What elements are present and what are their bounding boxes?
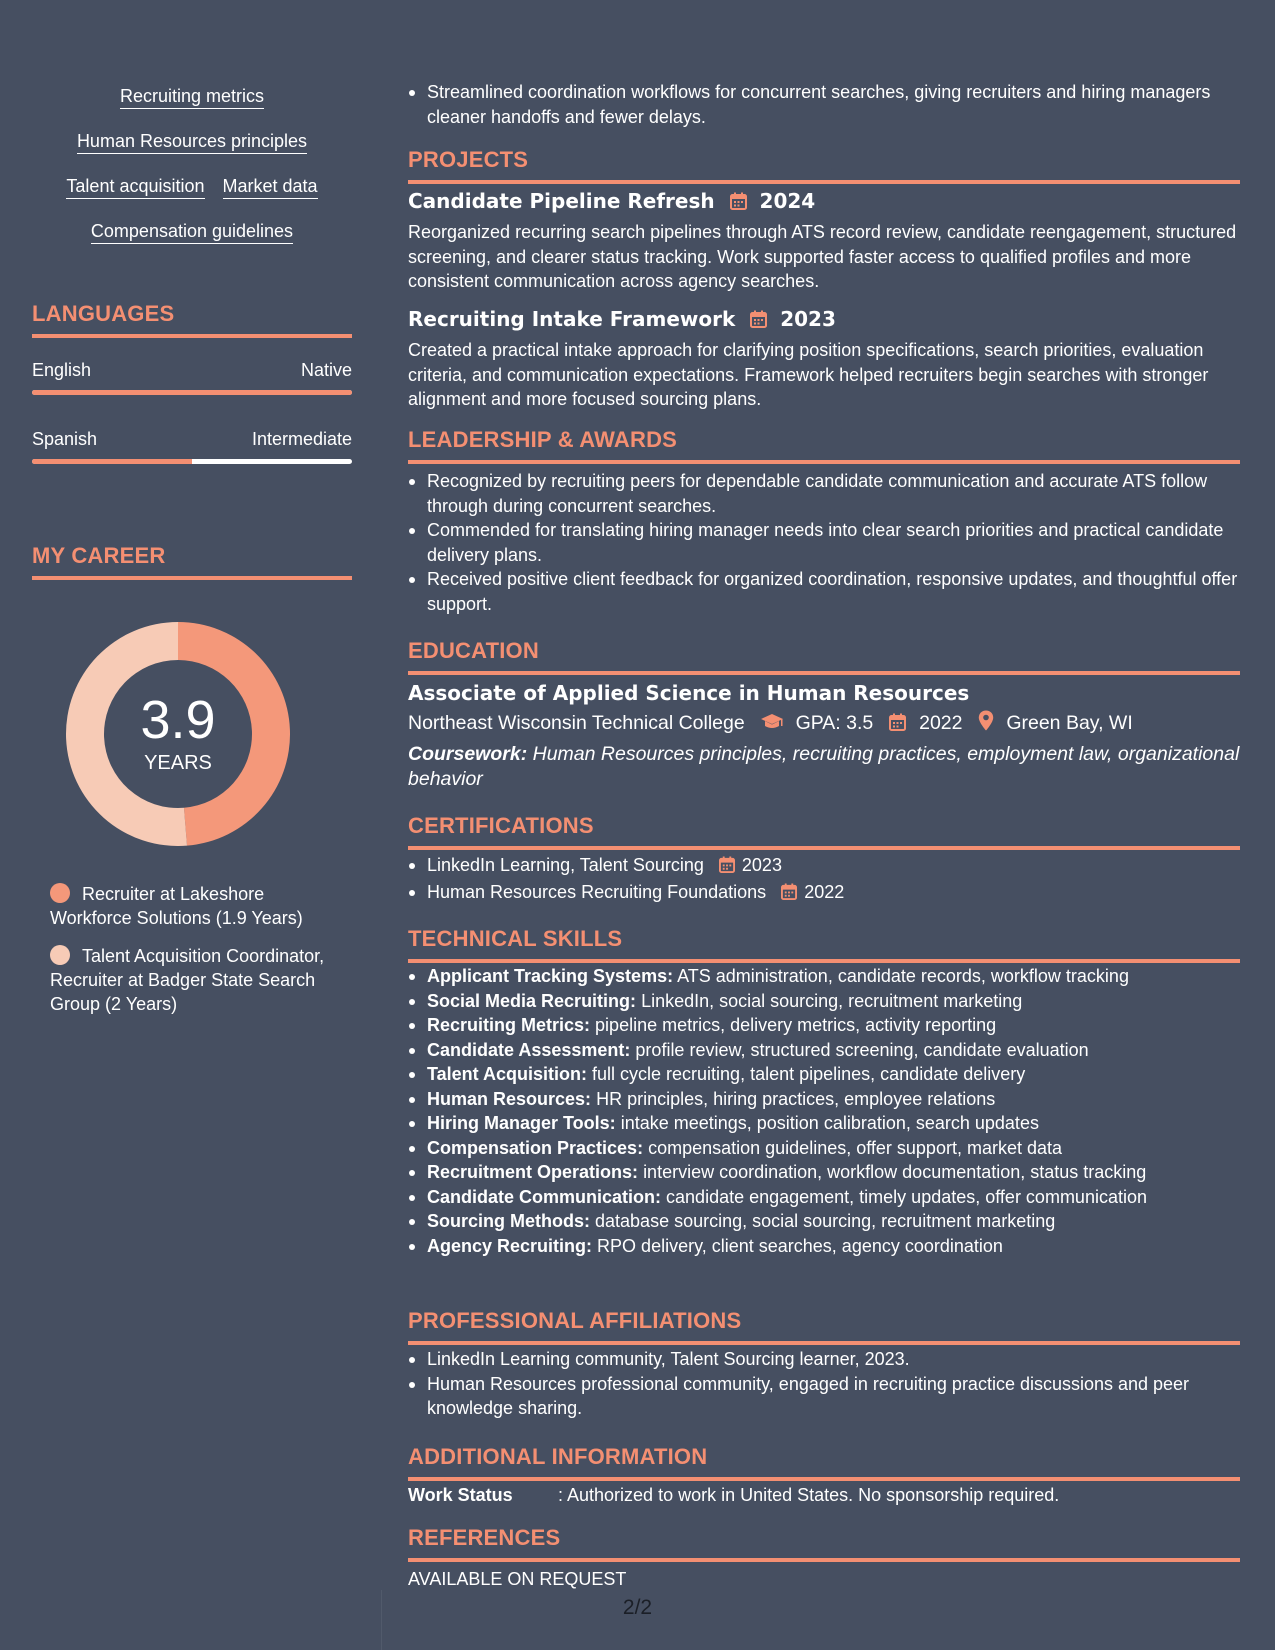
work-status-label: Work Status [408,1485,513,1505]
project-item [408,189,1240,294]
skill-values: full cycle recruiting, talent pipelines, candidate delivery [592,1064,1026,1084]
project-description: Reorganized recurring search pipelines through ATS record review, candidate reengagement, structured screening, and clearer status tracking. Work supported faster access to qualified profiles and more consistent communication across agency searches. [408,222,1237,291]
school-name: Northeast Wisconsin Technical College [408,712,745,734]
certifications-list [408,853,1240,906]
career-donut-chart [66,622,290,846]
career-legend-label: Recruiter at Lakeshore Workforce Solutions (1.9 Years) [50,884,303,928]
list-item [408,964,1240,989]
gpa: GPA: 3.5 [795,712,874,734]
skill-values: profile review, structured screening, candidate evaluation [635,1039,1089,1060]
skill-category: Social Media Recruiting: [427,990,637,1011]
list-item [408,1136,1240,1161]
skill-values: candidate engagement, timely updates, offer communication [666,1186,1147,1207]
list-item [408,1234,1240,1259]
career-legend-item [50,944,330,1016]
page-number: 2/2 [622,1596,653,1619]
affiliations-list [408,1347,1240,1421]
skill-category: Talent Acquisition: [427,1064,587,1084]
list-item: LinkedIn Learning community, Talent Sourcing learner, 2023. [408,1347,1240,1372]
list-item [408,880,1240,907]
skill-tag: Market data [223,176,318,199]
education-details [408,710,1240,738]
skill-values: intake meetings, position calibration, search updates [620,1113,1039,1133]
affiliations-heading: PROFESSIONAL AFFILIATIONS [408,1307,1240,1345]
skill-category: Hiring Manager Tools: [427,1113,616,1133]
skill-tags [32,86,352,266]
calendar-icon [889,712,906,738]
degree-title: Associate of Applied Science in Human Resources [408,681,970,705]
languages-heading: LANGUAGES [32,300,352,338]
list-item [408,853,1240,880]
coursework [408,742,1240,792]
coursework-label: Coursework: [408,743,528,765]
certification-year: 2022 [804,881,845,902]
list-item [408,1062,1240,1087]
language-spanish [32,428,352,464]
calendar-icon [719,855,735,880]
school-location: Green Bay, WI [1006,712,1133,734]
skill-category: Candidate Assessment: [427,1039,631,1060]
main-content [408,0,1240,1650]
skill-values: database sourcing, social sourcing, recruitment marketing [595,1211,1056,1231]
list-item [408,1013,1240,1038]
page-divider [381,1590,382,1650]
legend-dot-icon [50,883,70,903]
calendar-icon [781,882,797,907]
list-item [408,1160,1240,1185]
coursework-list: Human Resources principles, recruiting practices, employment law, organizational behavior [408,743,1240,790]
references-text: AVAILABLE ON REQUEST [408,1569,627,1589]
work-status-row [408,1483,1240,1507]
language-proficiency-bar [32,390,352,395]
list-item: Streamlined coordination workflows for concurrent searches, giving recruiters and hiring managers cleaner handoffs and fewer delays. [408,80,1240,129]
skill-values: pipeline metrics, delivery metrics, activity reporting [595,1015,997,1035]
skill-values: interview coordination, workflow documentation, status tracking [643,1162,1147,1182]
career-total-years: 3.9 [140,690,216,750]
sidebar [32,0,352,1650]
education-entry [408,681,1240,792]
list-item [408,1209,1240,1234]
skill-values: HR principles, hiring practices, employee relations [596,1088,996,1109]
experience-bullets [408,80,1240,129]
list-item [408,1185,1240,1210]
calendar-icon [750,309,767,333]
language-proficiency-fill [32,459,192,464]
project-description: Created a practical intake approach for clarifying position specifications, search priorities, evaluation criteria, and communication expectations. Framework helped recruiters begin searches with stronger alignment and more focused sourcing plans. [408,340,1209,409]
leadership-heading: LEADERSHIP & AWARDS [408,426,1240,464]
career-legend-label: Talent Acquisition Coordinator, Recruiter at Badger State Search Group (2 Years) [50,946,325,1014]
skill-values: compensation guidelines, offer support, market data [648,1137,1062,1158]
list-item: Recognized by recruiting peers for dependable candidate communication and accurate ATS follow through during concurrent searches. [408,469,1240,518]
skill-tag: Human Resources principles [77,131,307,154]
skill-values: RPO delivery, client searches, agency coordination [597,1235,1003,1256]
projects-heading: PROJECTS [408,146,1240,184]
technical-skills-heading: TECHNICAL SKILLS [408,925,1240,963]
language-english [32,359,352,395]
list-item: Commended for translating hiring manager needs into clear search priorities and practical candidate delivery plans. [408,518,1240,567]
certification-year: 2023 [741,855,782,875]
graduation-cap-icon [760,712,784,738]
certification-name: LinkedIn Learning, Talent Sourcing [427,855,704,875]
skill-category: Recruitment Operations: [427,1162,639,1182]
list-item: Human Resources professional community, engaged in recruiting practice discussions and peer knowledge sharing. [408,1372,1240,1421]
list-item [408,989,1240,1014]
additional-info-heading: ADDITIONAL INFORMATION [408,1443,1240,1481]
work-status-value: : Authorized to work in United States. No sponsorship required. [558,1485,1060,1505]
skill-values: LinkedIn, social sourcing, recruitment marketing [641,990,1023,1011]
list-item: Received positive client feedback for organized coordination, responsive updates, and thoughtful offer support. [408,567,1240,616]
project-year: 2023 [780,307,836,331]
skill-tag: Talent acquisition [66,176,204,199]
skill-tag: Compensation guidelines [91,221,293,244]
location-pin-icon [978,710,994,738]
list-item [408,1087,1240,1112]
project-item [408,307,1240,412]
list-item [408,1038,1240,1063]
leadership-list [408,469,1240,616]
language-level: Intermediate [251,429,352,449]
project-name: Candidate Pipeline Refresh [408,189,715,213]
language-name: Spanish [32,429,98,449]
skill-category: Agency Recruiting: [427,1235,593,1256]
skill-tag: Recruiting metrics [120,86,264,109]
skill-category: Candidate Communication: [427,1186,662,1207]
career-heading: MY CAREER [32,542,352,580]
skill-values: ATS administration, candidate records, workflow tracking [677,966,1129,986]
language-proficiency-bar [32,459,352,464]
language-level: Native [300,360,352,380]
career-legend-item [50,882,330,930]
skill-category: Compensation Practices: [427,1137,644,1158]
project-name: Recruiting Intake Framework [408,307,736,331]
career-unit-label: YEARS [144,752,212,774]
calendar-icon [730,191,747,215]
skill-category: Applicant Tracking Systems: [427,966,674,986]
legend-dot-icon [50,945,70,965]
certifications-heading: CERTIFICATIONS [408,812,1240,850]
list-item [408,1111,1240,1136]
technical-skills-list [408,964,1240,1258]
project-year: 2024 [759,189,816,213]
skill-category: Sourcing Methods: [427,1211,590,1231]
language-name: English [32,360,92,380]
education-heading: EDUCATION [408,637,1240,675]
language-proficiency-fill [32,390,352,395]
skill-category: Human Resources: [427,1088,592,1109]
certification-name: Human Resources Recruiting Foundations [427,881,767,902]
skill-category: Recruiting Metrics: [427,1015,591,1035]
references-heading: REFERENCES [408,1524,1240,1562]
graduation-year: 2022 [919,712,963,734]
